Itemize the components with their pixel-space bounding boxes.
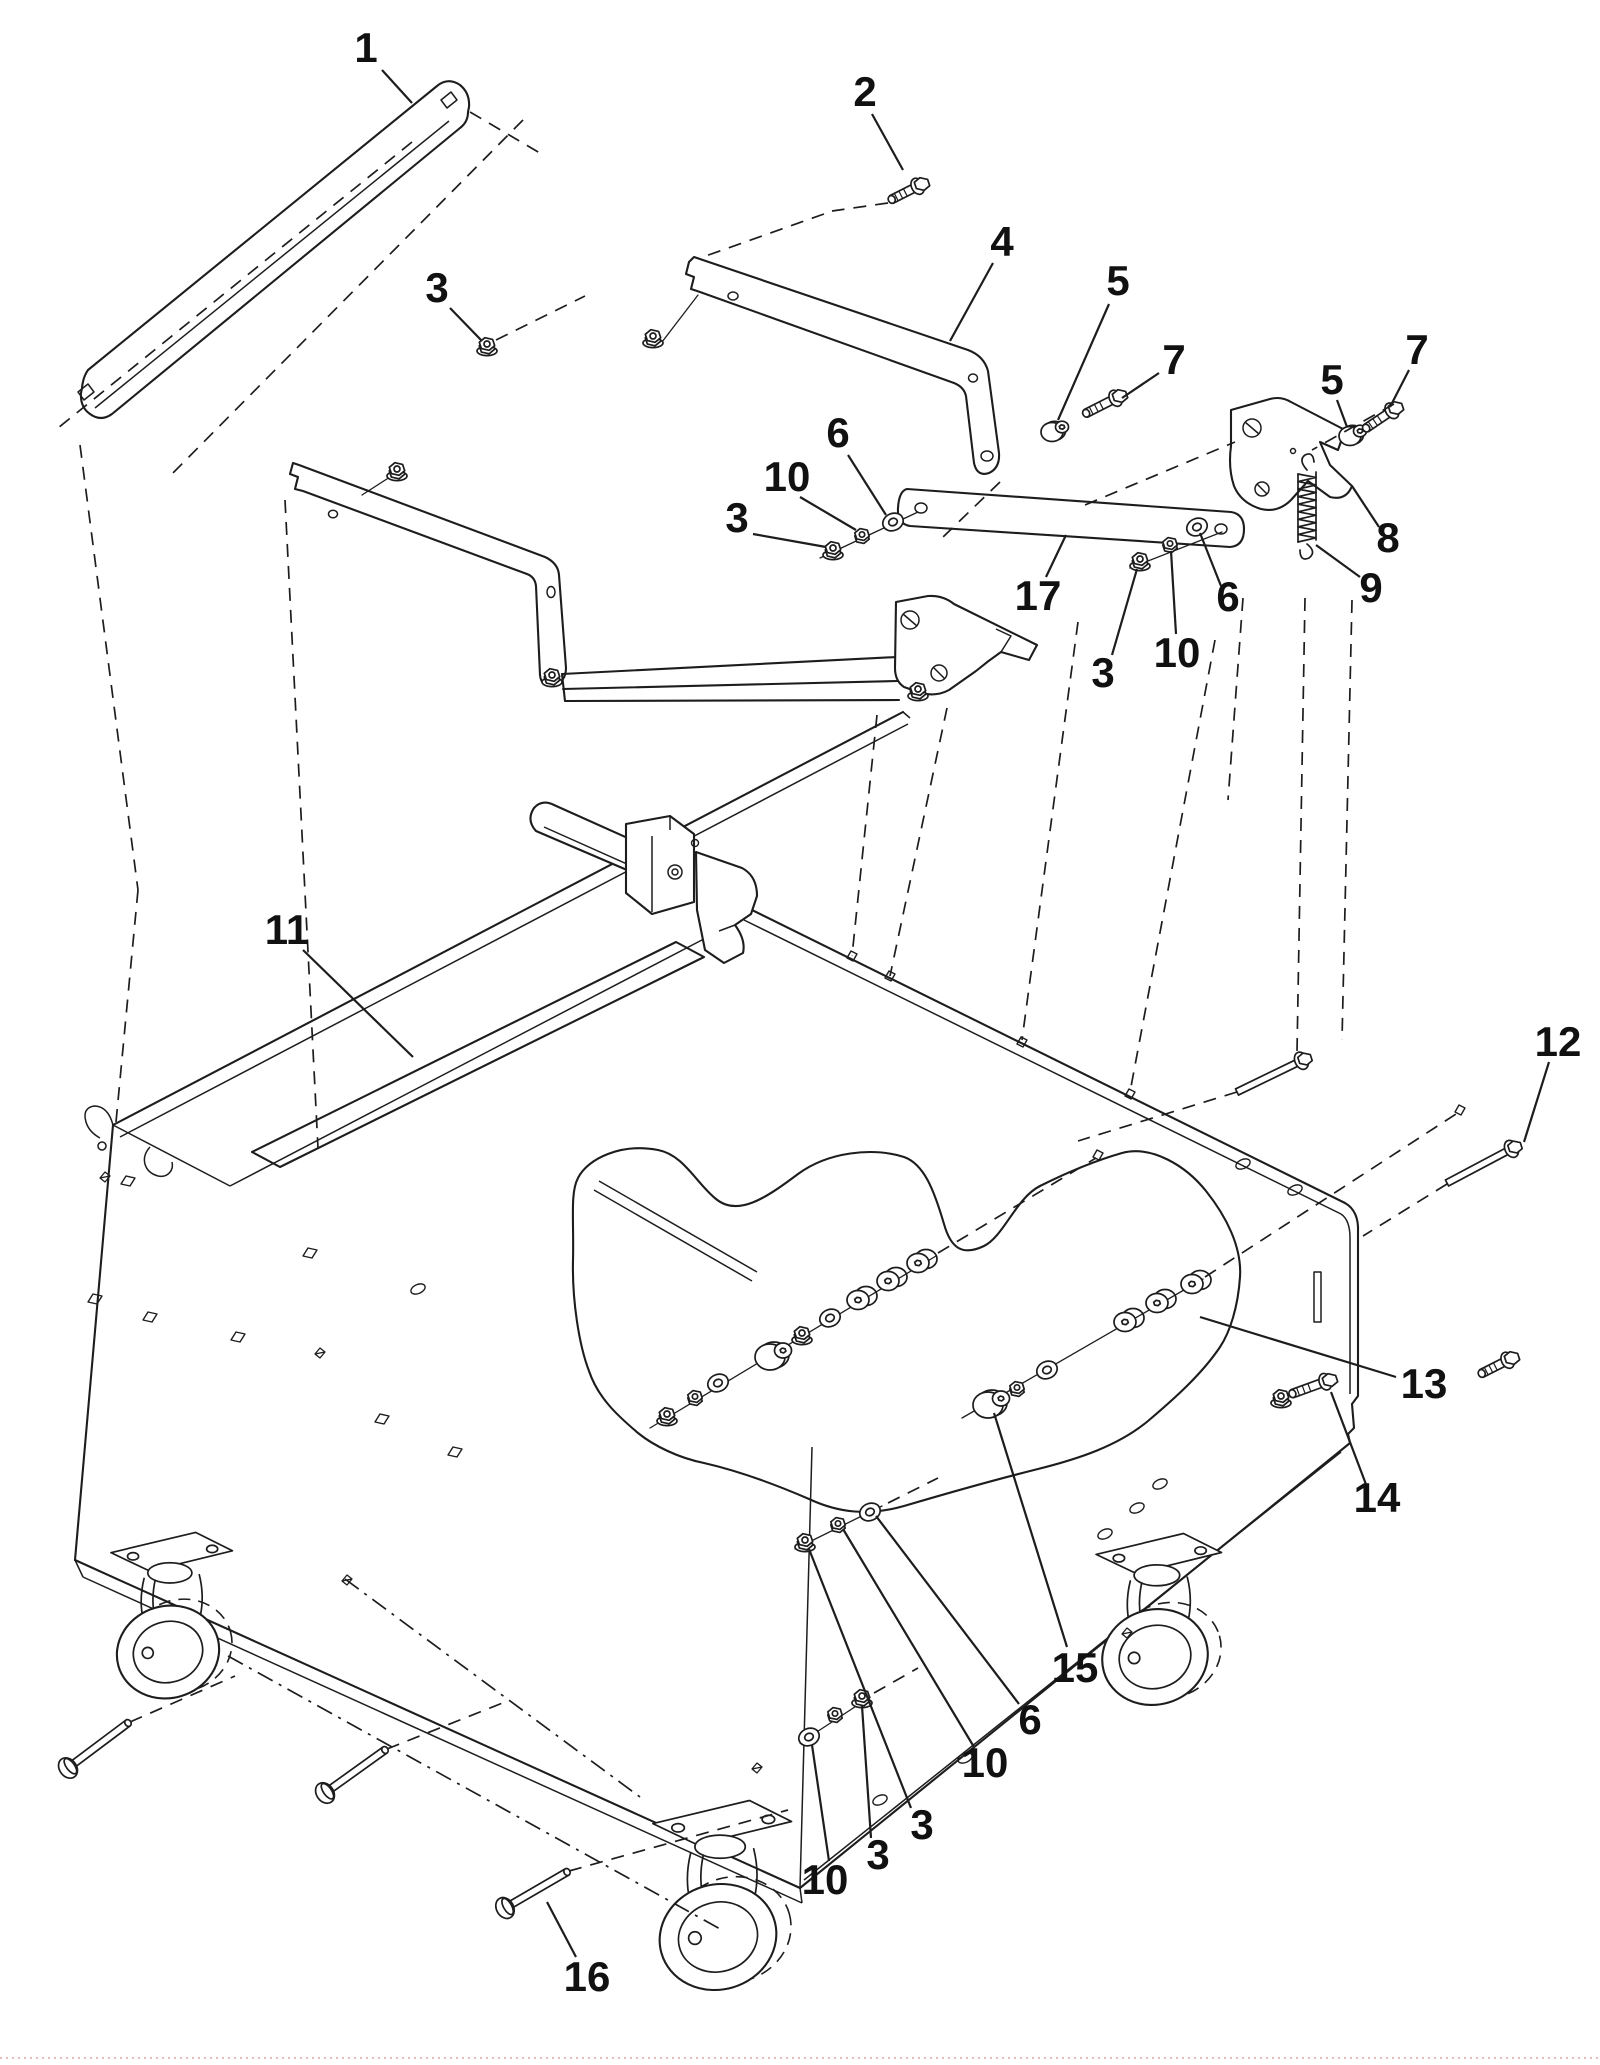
callout-number: 13 [1400, 1360, 1448, 1407]
callout-number: 7 [1162, 336, 1186, 383]
bore [394, 466, 400, 472]
latch-block [626, 816, 694, 914]
callout-3 [862, 1706, 890, 1878]
shank [1445, 1147, 1511, 1186]
carriage-bolt [312, 1745, 390, 1807]
callout-number: 6 [826, 409, 850, 456]
assembly-dash-line [1130, 640, 1215, 1092]
callout-3 [809, 1549, 934, 1848]
callout-5 [1320, 356, 1347, 427]
callout-leader-line [1331, 1392, 1367, 1487]
bore [915, 1260, 922, 1265]
chassis-right-rim-inner [744, 920, 1341, 1214]
callout-1 [354, 24, 412, 103]
axis-line [362, 477, 390, 495]
swivel-race [695, 1835, 745, 1858]
hex-bolt [1288, 1372, 1338, 1399]
callout-13 [1200, 1317, 1447, 1407]
chassis-vertical-slot [1314, 1272, 1321, 1322]
spacer-bushing [877, 1268, 907, 1291]
flat-washer [796, 1725, 822, 1749]
callout-15 [994, 1413, 1098, 1691]
assembly-dash-line [890, 708, 947, 976]
callout-number: 3 [1091, 649, 1115, 696]
assembly-dash-line [116, 890, 138, 1122]
lift-link-lower-arm [562, 657, 899, 701]
callout-3 [1091, 569, 1137, 696]
part-1-edge-line [95, 121, 449, 408]
hex-bolt [1361, 400, 1404, 433]
chassis-right-corner-inner [1341, 1214, 1350, 1238]
wheel-tire [647, 1870, 789, 2003]
mount-hole-square [1455, 1105, 1465, 1115]
callout-number: 1 [354, 24, 378, 71]
callout-16 [547, 1902, 610, 2000]
callout-leader-line [450, 308, 481, 340]
flat-washer [1034, 1358, 1060, 1382]
flange-nut [387, 463, 407, 481]
part-8-latch-bracket [1230, 398, 1352, 510]
bore [1137, 556, 1143, 562]
panel-slot-hole [121, 1176, 135, 1186]
weld-flag-mark [752, 1763, 762, 1773]
callout-leader-line [872, 114, 903, 170]
shank [69, 1720, 130, 1768]
hex-bolt [887, 176, 930, 205]
panel-slot-hole [143, 1312, 157, 1322]
assembly-dash-line [1297, 598, 1305, 1052]
chassis-deck-fold [230, 922, 736, 1186]
callout-number: 10 [763, 453, 811, 500]
bore [780, 1348, 786, 1353]
hidden-edge-dashdot-line [345, 1579, 640, 1797]
bore [1167, 541, 1172, 546]
callout-leader-line [809, 1549, 911, 1808]
long-hex-bolt [1445, 1138, 1522, 1186]
chassis-wavy-cutout [573, 1148, 1240, 1512]
callout-number: 17 [1014, 572, 1062, 619]
callout-leader-line [1171, 551, 1176, 634]
caster-assembly [647, 1801, 804, 2004]
flange-nut [792, 1327, 812, 1345]
callout-number: 9 [1359, 564, 1383, 611]
part-17-outline [898, 489, 1244, 547]
hex-nut [688, 1391, 702, 1406]
hex-nut [828, 1708, 842, 1723]
head [1298, 1053, 1312, 1065]
callout-number: 5 [1320, 356, 1344, 403]
callout-4 [950, 218, 1014, 341]
assembly-dash-line [938, 1158, 1096, 1253]
callout-leader-line [303, 950, 413, 1057]
flange-nut [643, 330, 663, 348]
bore [998, 1396, 1004, 1401]
spacer-bushing [1146, 1290, 1176, 1313]
callout-8 [1352, 486, 1400, 561]
panel-oval-hole [871, 1793, 888, 1807]
callout-number: 11 [264, 906, 310, 953]
callout-number: 8 [1376, 514, 1400, 561]
callout-leader-line [1352, 486, 1379, 527]
callout-number: 6 [1216, 573, 1240, 620]
bore [650, 333, 656, 339]
bore [832, 1711, 837, 1716]
bore [799, 1330, 805, 1336]
assembly-dash-line [496, 296, 585, 340]
flanged-bushing-small [1041, 421, 1069, 441]
spacer-bushing [907, 1250, 937, 1273]
callout-14 [1331, 1392, 1401, 1521]
chassis-interior-floor-line [594, 1181, 757, 1281]
panel-oval-hole [409, 1282, 426, 1296]
bore [830, 545, 836, 551]
callout-number: 10 [961, 1739, 1009, 1786]
bore [855, 1297, 862, 1302]
head [1504, 1352, 1519, 1365]
shank [326, 1747, 387, 1794]
callout-leader-line [994, 1413, 1067, 1647]
panel-slot-hole [303, 1248, 317, 1258]
assembly-dash-line [832, 203, 888, 211]
latch-bolt [668, 865, 682, 879]
assembly-dash-line [470, 112, 545, 156]
flat-washer [705, 1371, 731, 1395]
assembly-dash-line [80, 445, 138, 890]
flanged-bushing-large [755, 1342, 792, 1370]
panel-slot-hole [231, 1332, 245, 1342]
axis-line [662, 295, 698, 342]
hex-nut [1163, 538, 1177, 553]
wheel-tire [1091, 1597, 1219, 1718]
callout-number: 10 [1153, 629, 1201, 676]
assembly-dash-line [1228, 598, 1243, 800]
chassis-corner-ear [85, 1106, 113, 1138]
bore [835, 1521, 840, 1526]
callout-7 [1390, 326, 1429, 407]
bore [885, 1278, 892, 1283]
chassis-deck-slot [252, 942, 704, 1167]
spacer-bushing [1114, 1309, 1144, 1332]
callout-number: 15 [1051, 1644, 1099, 1691]
callout-leader-line [1046, 535, 1066, 577]
flange-nut [1271, 1390, 1291, 1408]
chassis-right-corner [1345, 1203, 1358, 1232]
bore [1154, 1300, 1161, 1305]
caster-assembly [1091, 1534, 1233, 1718]
callout-leader-line [547, 1902, 576, 1957]
weld-flag-mark [315, 1348, 325, 1358]
chassis-left-edge [75, 1125, 113, 1560]
callout-17 [1015, 535, 1066, 619]
callout-number: 10 [801, 1856, 849, 1903]
callout-leader-line [950, 263, 993, 341]
latch-assembly [530, 803, 757, 963]
hub-hole [142, 1647, 153, 1658]
panel-oval-hole [1151, 1477, 1168, 1491]
callout-12 [1524, 1018, 1581, 1142]
assembly-dash-line [1078, 1092, 1237, 1141]
callout-leader-line [1316, 545, 1360, 577]
panel-slot-hole [448, 1447, 462, 1457]
callout-number: 5 [1106, 257, 1130, 304]
callout-3 [425, 264, 481, 340]
callouts-layer [265, 24, 1582, 2000]
callout-number: 14 [1353, 1474, 1401, 1521]
callout-number: 3 [425, 264, 449, 311]
callout-leader-line [876, 1516, 1019, 1704]
hex-bolt [1081, 388, 1127, 418]
flange-nut [1130, 553, 1150, 571]
callout-leader-line [1122, 373, 1159, 398]
flat-washer [817, 1306, 843, 1330]
part-8-outline [1230, 398, 1352, 510]
bore [484, 341, 490, 347]
bore [1122, 1319, 1129, 1324]
assembly-dash-line [1342, 600, 1352, 1040]
assembly-dash-line [700, 214, 824, 258]
lift-link-upper-arm [290, 463, 566, 685]
callout-number: 3 [910, 1801, 934, 1848]
assembly-dash-line [874, 1668, 918, 1693]
carriage-bolt [492, 1867, 571, 1921]
long-hex-bolt [1236, 1050, 1313, 1095]
flange-nut [795, 1534, 815, 1552]
hex-nut [855, 529, 869, 544]
callout-2 [853, 68, 903, 170]
callout-10 [1154, 551, 1201, 676]
bore [802, 1537, 808, 1543]
bore [549, 672, 555, 678]
bore [1014, 1385, 1019, 1390]
bore [1357, 429, 1362, 433]
callout-number: 16 [563, 1953, 611, 2000]
bore [859, 1693, 865, 1699]
callout-number: 3 [866, 1831, 890, 1878]
panel-oval-hole [1128, 1501, 1145, 1515]
assembly-dash-line [1085, 442, 1235, 505]
callout-leader-line [1337, 400, 1347, 427]
shank [507, 1869, 569, 1909]
part-17-link-strap [898, 489, 1244, 547]
callout-number: 12 [1534, 1018, 1582, 1065]
bore [664, 1411, 670, 1417]
bore [1189, 1281, 1196, 1286]
casters-layer [106, 1532, 1233, 2003]
flange-nut [657, 1408, 677, 1426]
callout-number: 2 [853, 68, 877, 115]
callout-number: 6 [1018, 1696, 1042, 1743]
callout-number: 7 [1405, 326, 1429, 373]
callout-leader-line [382, 70, 412, 103]
callout-10 [764, 453, 856, 530]
panel-slot-hole [375, 1414, 389, 1424]
callout-10 [802, 1745, 849, 1903]
callout-6 [826, 409, 886, 515]
carriage-bolt [55, 1718, 133, 1782]
bore [859, 532, 864, 537]
chassis-back-rail [113, 712, 903, 1125]
callout-leader-line [862, 1706, 871, 1838]
callout-leader-line [848, 455, 886, 515]
part-1-handle-bar [78, 81, 469, 418]
panel-holes-layer [88, 840, 1465, 1808]
callout-leader-line [1200, 1317, 1396, 1377]
callout-leader-line [1390, 370, 1409, 407]
wheel-tire [106, 1594, 230, 1711]
flanged-bushing-large [973, 1390, 1010, 1418]
assembly-dash-line [1363, 1184, 1447, 1236]
panel-slot-hole [88, 1294, 102, 1304]
chassis-right-rim [748, 908, 1345, 1203]
assembly-dash-line [285, 500, 318, 1148]
chassis-corner-crease [800, 1447, 812, 1888]
bore [915, 686, 921, 692]
callout-leader-line [753, 534, 826, 547]
callout-number: 3 [725, 494, 749, 541]
assembly-dash-line [1022, 622, 1078, 1040]
head [914, 178, 929, 191]
hub-hole [689, 1932, 702, 1945]
spacer-bushing [847, 1287, 877, 1310]
chassis-back-rail-inner [120, 712, 910, 1137]
spacer-bushing [1181, 1271, 1211, 1294]
callout-number: 4 [990, 218, 1014, 265]
flange-nut [823, 542, 843, 560]
assembly-dash-layer [58, 112, 1456, 1930]
bore [1278, 1393, 1284, 1399]
callout-leader-line [1524, 1062, 1549, 1142]
head [1322, 1374, 1337, 1387]
callout-7 [1122, 336, 1186, 398]
shank [1236, 1059, 1302, 1095]
callout-leader-line [800, 497, 856, 530]
callout-3 [725, 494, 826, 547]
head [1508, 1141, 1522, 1153]
callout-9 [1316, 545, 1383, 611]
hex-bolt [1477, 1350, 1520, 1379]
callout-leader-line [812, 1745, 829, 1861]
lift-link-hole-a [329, 510, 338, 518]
bore [1059, 425, 1064, 429]
hub-hole [1128, 1652, 1139, 1663]
panel-oval-hole [1096, 1527, 1113, 1541]
part-1-outline [81, 81, 469, 418]
chassis-ear-hole [98, 1142, 106, 1150]
latch-hook-plate [696, 852, 757, 963]
bottom-hook [1300, 544, 1313, 559]
callout-6 [876, 1516, 1042, 1743]
caster-assembly [106, 1532, 243, 1710]
chassis-deck-u-notch [144, 1147, 172, 1176]
hex-nut [1010, 1382, 1024, 1397]
hidden-edge-dashdot-line [228, 1656, 722, 1930]
callout-leader-line [1112, 569, 1137, 655]
bore [692, 1394, 697, 1399]
